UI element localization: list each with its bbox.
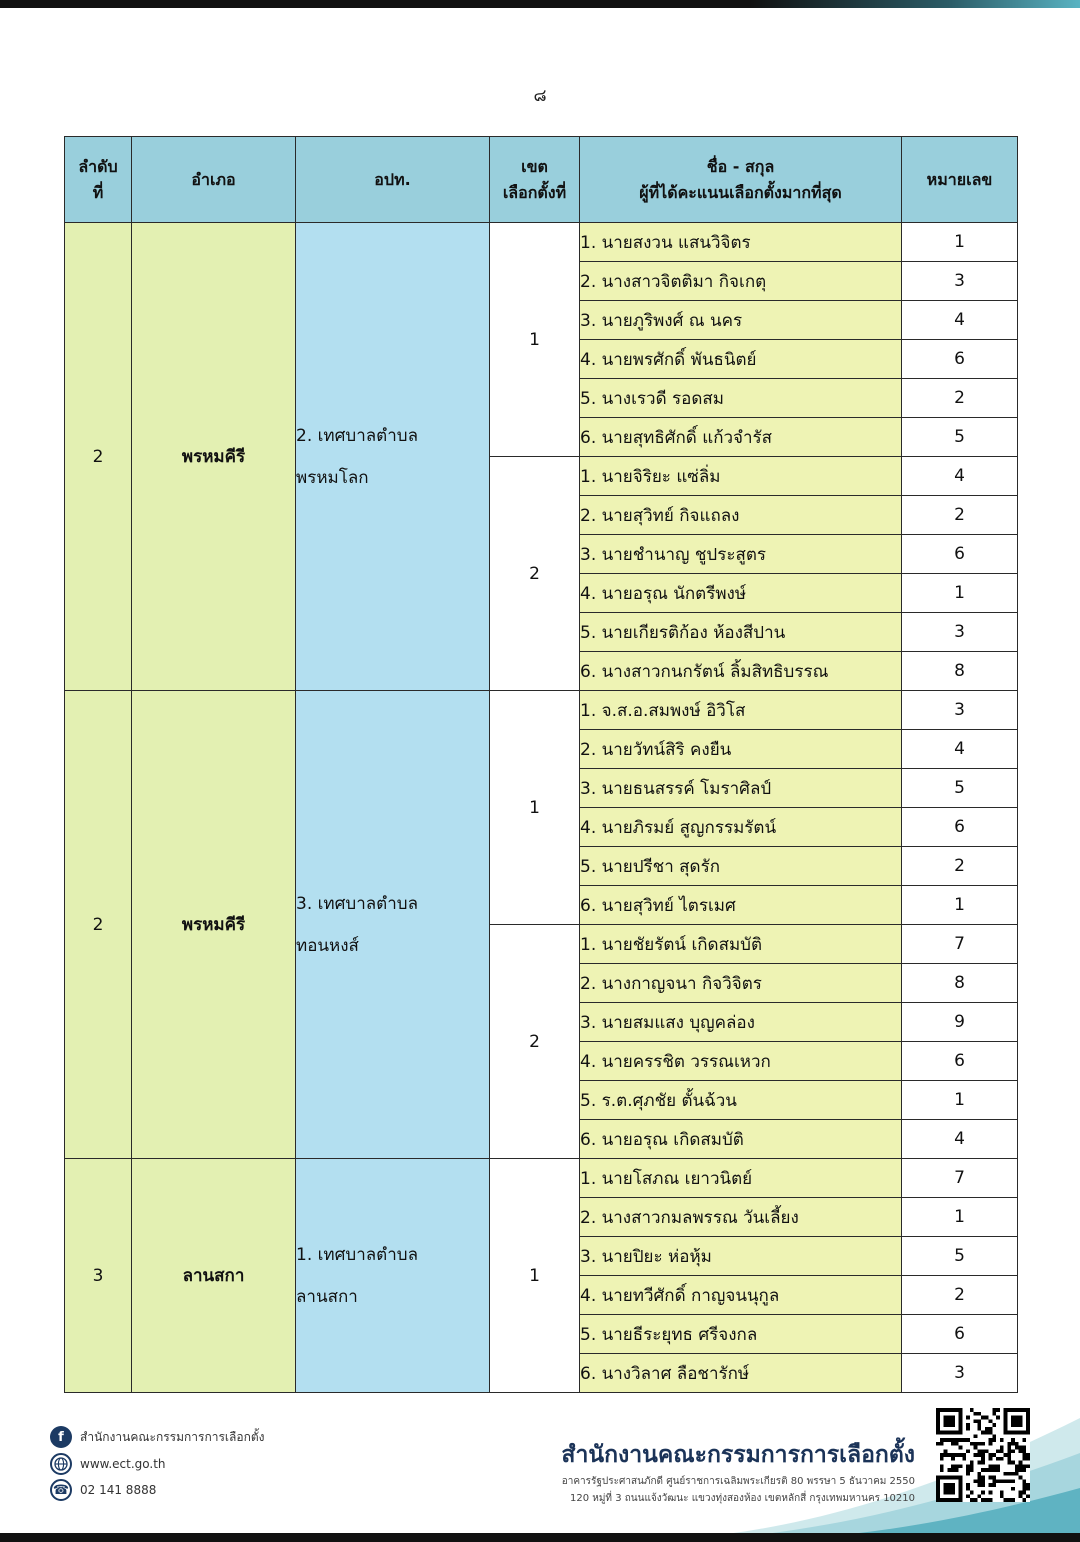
globe-icon	[50, 1453, 72, 1475]
candidate-number-cell: 1	[902, 886, 1018, 925]
candidate-name-cell: 2. นายสุวิทย์ กิจแถลง	[580, 496, 902, 535]
table-row	[65, 1159, 1018, 1198]
candidate-name-cell: 3. นายสมแสง บุญคล่อง	[580, 1003, 902, 1042]
candidate-number-cell: 5	[902, 418, 1018, 457]
candidate-name-cell: 1. นายจิริยะ แซ่ลิ่ม	[580, 457, 902, 496]
candidate-number-cell: 3	[902, 1354, 1018, 1393]
page-number: ๘	[533, 86, 547, 106]
phone-icon: ☎	[50, 1479, 72, 1501]
candidate-name-cell: 5. นายปรีชา สุดรัก	[580, 847, 902, 886]
candidate-number-cell: 8	[902, 652, 1018, 691]
candidate-name-cell: 1. นายโสภณ เยาวนิตย์	[580, 1159, 902, 1198]
candidate-name-cell: 3. นายชำนาญ ชูประสูตร	[580, 535, 902, 574]
amphoe-cell: พรหมคีรี	[132, 223, 296, 691]
zone-cell: 2	[490, 925, 580, 1159]
candidate-name-cell: 4. นายอรุณ นักตรีพงษ์	[580, 574, 902, 613]
candidate-name-cell: 3. นายภูริพงศ์ ณ นคร	[580, 301, 902, 340]
candidate-number-cell: 7	[902, 925, 1018, 964]
organization-name: สำนักงานคณะกรรมการการเลือกตั้ง	[561, 1442, 915, 1468]
candidate-name-cell: 5. ร.ต.ศุภชัย ตั้นฉ้วน	[580, 1081, 902, 1120]
ampo-cell	[296, 1159, 490, 1393]
candidate-number-cell: 2	[902, 847, 1018, 886]
candidate-number-cell: 5	[902, 1237, 1018, 1276]
zone-cell: 1	[490, 223, 580, 457]
amphoe-cell: พรหมคีรี	[132, 691, 296, 1159]
candidate-name-cell: 4. นายพรศักดิ์ พันธนิตย์	[580, 340, 902, 379]
candidate-number-cell: 1	[902, 223, 1018, 262]
candidate-number-cell: 3	[902, 262, 1018, 301]
candidate-number-cell: 2	[902, 1276, 1018, 1315]
qr-code[interactable]	[936, 1408, 1030, 1502]
candidate-name-cell: 6. นายสุทธิศักดิ์ แก้วจำรัส	[580, 418, 902, 457]
header-ampo: อปท.	[296, 137, 490, 223]
contact-facebook[interactable]: f สำนักงานคณะกรรมการการเลือกตั้ง	[50, 1424, 264, 1450]
candidate-name-cell: 3. นายธนสรรค์ โมราศิลป์	[580, 769, 902, 808]
candidate-name-cell: 2. นายวัทน์สิริ คงยืน	[580, 730, 902, 769]
header-amphoe: อำเภอ	[132, 137, 296, 223]
header-name: ชื่อ - สกุล ผู้ที่ได้คะแนนเลือกตั้งมากที่สุด	[580, 137, 902, 223]
ampo-cell	[296, 691, 490, 1159]
order-cell: 3	[65, 1159, 132, 1393]
candidate-name-cell: 5. นางเรวดี รอดสม	[580, 379, 902, 418]
candidate-name-cell: 2. นางสาวจิตติมา กิจเกตุ	[580, 262, 902, 301]
candidate-name-cell: 4. นายทวีศักดิ์ กาญจนนุกูล	[580, 1276, 902, 1315]
candidate-name-cell: 3. นายปิยะ ห่อหุ้ม	[580, 1237, 902, 1276]
election-results-table	[64, 136, 1018, 1393]
candidate-number-cell: 2	[902, 379, 1018, 418]
contact-website[interactable]: www.ect.go.th	[50, 1451, 264, 1477]
candidate-name-cell: 1. นายชัยรัตน์ เกิดสมบัติ	[580, 925, 902, 964]
ampo-line: 3. เทศบาลตำบล	[296, 893, 418, 914]
bottom-bar	[0, 1533, 1080, 1542]
address-line-1: อาคารรัฐประศาสนภักดี ศูนย์ราชการเฉลิมพระเกียรติ 80 พรรษา 5 ธันวาคม 2550	[561, 1476, 915, 1487]
organization-block	[561, 1437, 915, 1507]
candidate-number-cell: 4	[902, 457, 1018, 496]
candidate-number-cell: 3	[902, 613, 1018, 652]
ampo-line: ทอนหงส์	[296, 935, 359, 956]
table-row	[65, 223, 1018, 262]
contact-list	[50, 1424, 264, 1504]
top-bar-accent	[750, 0, 1080, 8]
candidate-number-cell: 3	[902, 691, 1018, 730]
candidate-name-cell: 1. จ.ส.อ.สมพงษ์ อิวิโส	[580, 691, 902, 730]
zone-cell: 1	[490, 1159, 580, 1393]
address-line-2: 120 หมู่ที่ 3 ถนนแจ้งวัฒนะ แขวงทุ่งสองห้อง เขตหลักสี่ กรุงเทพมหานคร 10210	[569, 1493, 915, 1504]
candidate-number-cell: 7	[902, 1159, 1018, 1198]
candidate-number-cell: 2	[902, 496, 1018, 535]
facebook-icon: f	[50, 1426, 72, 1448]
table-body	[65, 223, 1018, 1393]
candidate-number-cell: 6	[902, 1315, 1018, 1354]
ampo-line: 2. เทศบาลตำบล	[296, 425, 418, 446]
candidate-name-cell: 6. นายสุวิทย์ ไตรเมศ	[580, 886, 902, 925]
ampo-cell	[296, 223, 490, 691]
candidate-name-cell: 2. นางสาวกมลพรรณ วันเลี้ยง	[580, 1198, 902, 1237]
candidate-number-cell: 1	[902, 1198, 1018, 1237]
candidate-number-cell: 1	[902, 574, 1018, 613]
zone-cell: 1	[490, 691, 580, 925]
candidate-number-cell: 6	[902, 808, 1018, 847]
candidate-number-cell: 6	[902, 535, 1018, 574]
candidate-name-cell: 5. นายเกียรติก้อง ห้องสีปาน	[580, 613, 902, 652]
candidate-number-cell: 5	[902, 769, 1018, 808]
ampo-line: พรหมโลก	[296, 467, 369, 488]
candidate-number-cell: 6	[902, 1042, 1018, 1081]
candidate-number-cell: 4	[902, 1120, 1018, 1159]
order-cell: 2	[65, 691, 132, 1159]
contact-phone[interactable]: ☎ 02 141 8888	[50, 1477, 264, 1503]
candidate-name-cell: 4. นายครรชิต วรรณเหวก	[580, 1042, 902, 1081]
header-order: ลำดับ ที่	[65, 137, 132, 223]
table-row	[65, 691, 1018, 730]
header-number: หมายเลข	[902, 137, 1018, 223]
candidate-name-cell: 4. นายภิรมย์ สูญกรรมรัตน์	[580, 808, 902, 847]
ampo-line: 1. เทศบาลตำบล	[296, 1244, 418, 1265]
candidate-name-cell: 1. นายสงวน แสนวิจิตร	[580, 223, 902, 262]
zone-cell: 2	[490, 457, 580, 691]
table-header-row	[65, 137, 1018, 223]
candidate-number-cell: 6	[902, 340, 1018, 379]
candidate-name-cell: 6. นางสาวกนกรัตน์ ลิ้มสิทธิบรรณ	[580, 652, 902, 691]
candidate-name-cell: 6. นางวิลาศ ลือชารักษ์	[580, 1354, 902, 1393]
ampo-line: ลานสกา	[296, 1286, 358, 1307]
order-cell: 2	[65, 223, 132, 691]
candidate-number-cell: 4	[902, 301, 1018, 340]
candidate-number-cell: 8	[902, 964, 1018, 1003]
candidate-number-cell: 1	[902, 1081, 1018, 1120]
amphoe-cell: ลานสกา	[132, 1159, 296, 1393]
candidate-number-cell: 4	[902, 730, 1018, 769]
header-zone: เขต เลือกตั้งที่	[490, 137, 580, 223]
candidate-number-cell: 9	[902, 1003, 1018, 1042]
candidate-name-cell: 5. นายธีระยุทธ ศรีจงกล	[580, 1315, 902, 1354]
candidate-name-cell: 2. นางกาญจนา กิจวิจิตร	[580, 964, 902, 1003]
candidate-name-cell: 6. นายอรุณ เกิดสมบัติ	[580, 1120, 902, 1159]
